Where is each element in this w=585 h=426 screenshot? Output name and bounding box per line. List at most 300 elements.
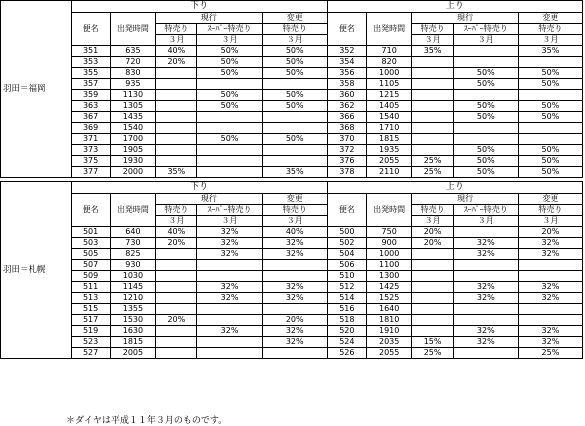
down-direction-header: 下り [71, 182, 327, 194]
down-current-tokuwari-cell [156, 79, 197, 90]
table-row [1, 315, 583, 326]
up-dep-time-cell: 1810 [366, 315, 412, 326]
up-change-tokuwari-cell: 20% [518, 227, 582, 238]
down-current-super-tokuwari-cell [197, 167, 262, 178]
up-flight-no-cell: 502 [327, 238, 366, 249]
down-current-super-tokuwari-cell: 32% [197, 238, 262, 249]
up-flight-no-cell: 520 [327, 326, 366, 337]
down-current-super-tokuwari-cell [197, 337, 262, 348]
down-dep-time-cell: 1355 [110, 304, 156, 315]
up-flight-no-cell: 372 [327, 145, 366, 156]
table-row [1, 101, 583, 112]
up-flight-no-cell: 526 [327, 348, 366, 359]
down-current-super-tokuwari-cell [197, 123, 262, 134]
up-current-super-tokuwari-cell [453, 123, 518, 134]
down-flight-no-cell: 505 [71, 249, 110, 260]
down-flight-no-cell: 373 [71, 145, 110, 156]
down-flight-no-cell: 355 [71, 68, 110, 79]
up-dep-time-cell: 2055 [366, 348, 412, 359]
up-march-header: ３月 [412, 35, 453, 46]
up-dep-time-cell: 2035 [366, 337, 412, 348]
up-change-tokuwari-cell [518, 134, 582, 145]
down-current-tokuwari-cell [156, 90, 197, 101]
up-march-header: ３月 [412, 216, 453, 227]
up-dep-time-cell: 1105 [366, 79, 412, 90]
up-current-header: 現行 [412, 13, 518, 24]
up-change-tokuwari-cell: 32% [518, 293, 582, 304]
down-current-tokuwari-cell: 20% [156, 315, 197, 326]
up-flight-no-cell: 504 [327, 249, 366, 260]
up-current-tokuwari-cell [412, 271, 453, 282]
up-direction-header: 上り [327, 182, 582, 194]
table-row [1, 271, 583, 282]
up-super-tokuwari-header: ｽｰﾊﾟｰ特売り [453, 24, 518, 35]
up-current-tokuwari-cell [412, 68, 453, 79]
up-change-tokuwari-cell [518, 57, 582, 68]
down-dep-time-header: 出発時間 [110, 194, 156, 227]
down-change-tokuwari-cell [262, 304, 327, 315]
up-current-super-tokuwari-cell: 32% [453, 326, 518, 337]
up-change-tokuwari-cell [518, 304, 582, 315]
down-dep-time-cell: 1435 [110, 112, 156, 123]
up-current-tokuwari-cell [412, 326, 453, 337]
down-dep-time-cell: 1530 [110, 315, 156, 326]
down-current-tokuwari-cell [156, 337, 197, 348]
down-dep-time-cell: 2000 [110, 167, 156, 178]
down-current-super-tokuwari-cell [197, 304, 262, 315]
down-dep-time-cell: 2005 [110, 348, 156, 359]
up-super-march-header: ３月 [453, 216, 518, 227]
header-row [1, 1, 583, 13]
up-current-tokuwari-cell [412, 304, 453, 315]
table-row [1, 260, 583, 271]
up-flight-no-cell: 518 [327, 315, 366, 326]
up-change-tokuwari-header: 特売り [518, 205, 582, 216]
down-current-super-tokuwari-cell: 32% [197, 227, 262, 238]
down-dep-time-header: 出発時間 [110, 13, 156, 46]
down-current-tokuwari-cell [156, 123, 197, 134]
up-dep-time-cell: 820 [366, 57, 412, 68]
down-change-tokuwari-cell: 40% [262, 227, 327, 238]
up-current-super-tokuwari-cell: 50% [453, 156, 518, 167]
down-super-tokuwari-header: ｽｰﾊﾟｰ特売り [197, 205, 262, 216]
down-change-tokuwari-cell [262, 145, 327, 156]
down-flight-no-cell: 507 [71, 260, 110, 271]
up-super-tokuwari-header: ｽｰﾊﾟｰ特売り [453, 205, 518, 216]
up-dep-time-cell: 750 [366, 227, 412, 238]
up-current-tokuwari-cell: 25% [412, 156, 453, 167]
up-flight-no-cell: 362 [327, 101, 366, 112]
down-dep-time-cell: 640 [110, 227, 156, 238]
down-dep-time-cell: 1145 [110, 282, 156, 293]
up-change-tokuwari-cell: 50% [518, 101, 582, 112]
up-dep-time-cell: 1300 [366, 271, 412, 282]
up-dep-time-cell: 1710 [366, 123, 412, 134]
down-current-tokuwari-cell [156, 134, 197, 145]
up-dep-time-cell: 710 [366, 46, 412, 57]
up-change-tokuwari-cell: 50% [518, 156, 582, 167]
up-change-tokuwari-cell: 32% [518, 238, 582, 249]
up-tokuwari-header: 特売り [412, 24, 453, 35]
up-current-super-tokuwari-cell: 32% [453, 282, 518, 293]
up-current-super-tokuwari-cell: 50% [453, 167, 518, 178]
down-current-tokuwari-cell [156, 348, 197, 359]
up-current-super-tokuwari-cell: 50% [453, 112, 518, 123]
up-change-header: 変更 [518, 13, 582, 24]
up-change-tokuwari-cell: 32% [518, 337, 582, 348]
down-current-tokuwari-cell: 35% [156, 167, 197, 178]
down-current-tokuwari-cell [156, 282, 197, 293]
up-flight-no-header: 便名 [327, 13, 366, 46]
down-change-tokuwari-header: 特売り [262, 205, 327, 216]
down-change-tokuwari-cell: 32% [262, 337, 327, 348]
down-current-tokuwari-cell [156, 260, 197, 271]
up-current-tokuwari-cell [412, 282, 453, 293]
down-current-super-tokuwari-cell [197, 79, 262, 90]
table-row [1, 348, 583, 359]
up-flight-no-cell: 356 [327, 68, 366, 79]
up-current-super-tokuwari-cell: 32% [453, 238, 518, 249]
down-flight-no-cell: 375 [71, 156, 110, 167]
up-current-tokuwari-cell [412, 123, 453, 134]
down-dep-time-cell: 1540 [110, 123, 156, 134]
down-dep-time-cell: 930 [110, 260, 156, 271]
down-current-super-tokuwari-cell: 50% [197, 101, 262, 112]
header-row [1, 13, 583, 24]
route-label: 羽田＝福岡 [1, 1, 72, 178]
up-current-super-tokuwari-cell: 32% [453, 293, 518, 304]
up-change-tokuwari-cell [518, 90, 582, 101]
down-dep-time-cell: 1130 [110, 90, 156, 101]
down-current-super-tokuwari-cell [197, 315, 262, 326]
up-flight-no-cell: 366 [327, 112, 366, 123]
table-row [1, 293, 583, 304]
down-change-tokuwari-cell: 32% [262, 249, 327, 260]
down-current-super-tokuwari-cell: 50% [197, 57, 262, 68]
down-dep-time-cell: 1930 [110, 156, 156, 167]
down-flight-no-cell: 503 [71, 238, 110, 249]
down-change-tokuwari-cell [262, 271, 327, 282]
up-current-tokuwari-cell [412, 293, 453, 304]
down-march-header: ３月 [156, 35, 197, 46]
down-flight-no-cell: 523 [71, 337, 110, 348]
up-change-tokuwari-cell: 50% [518, 112, 582, 123]
down-change-tokuwari-cell: 32% [262, 293, 327, 304]
down-dep-time-cell: 1030 [110, 271, 156, 282]
down-change-header: 変更 [262, 13, 327, 24]
down-flight-no-cell: 517 [71, 315, 110, 326]
up-dep-time-cell: 1935 [366, 145, 412, 156]
up-current-super-tokuwari-cell: 50% [453, 68, 518, 79]
up-current-super-tokuwari-cell: 50% [453, 79, 518, 90]
down-current-header: 現行 [156, 13, 262, 24]
up-current-tokuwari-cell: 15% [412, 337, 453, 348]
up-flight-no-cell: 352 [327, 46, 366, 57]
up-change-tokuwari-cell: 50% [518, 79, 582, 90]
table-row [1, 326, 583, 337]
up-dep-time-cell: 1000 [366, 249, 412, 260]
up-flight-no-cell: 514 [327, 293, 366, 304]
down-change-tokuwari-cell: 32% [262, 282, 327, 293]
up-change-tokuwari-cell: 50% [518, 167, 582, 178]
down-current-super-tokuwari-cell [197, 348, 262, 359]
down-change-tokuwari-cell: 50% [262, 90, 327, 101]
down-current-tokuwari-cell [156, 326, 197, 337]
down-change-tokuwari-header: 特売り [262, 24, 327, 35]
down-march-header: ３月 [156, 216, 197, 227]
down-current-tokuwari-cell [156, 112, 197, 123]
down-current-tokuwari-cell: 20% [156, 57, 197, 68]
up-flight-no-cell: 358 [327, 79, 366, 90]
down-current-tokuwari-cell [156, 101, 197, 112]
down-change-tokuwari-cell: 50% [262, 68, 327, 79]
table-row [1, 145, 583, 156]
up-current-super-tokuwari-cell [453, 57, 518, 68]
up-current-super-tokuwari-cell [453, 227, 518, 238]
down-current-super-tokuwari-cell: 32% [197, 249, 262, 260]
table-row [1, 304, 583, 315]
down-current-super-tokuwari-cell: 32% [197, 326, 262, 337]
up-tokuwari-header: 特売り [412, 205, 453, 216]
up-flight-no-cell: 506 [327, 260, 366, 271]
table-row [1, 123, 583, 134]
up-flight-no-cell: 378 [327, 167, 366, 178]
down-dep-time-cell: 730 [110, 238, 156, 249]
table-row [1, 249, 583, 260]
down-change-tokuwari-cell: 32% [262, 238, 327, 249]
down-flight-no-cell: 351 [71, 46, 110, 57]
down-change-tokuwari-cell: 35% [262, 167, 327, 178]
down-change-tokuwari-cell: 50% [262, 134, 327, 145]
up-current-super-tokuwari-cell: 32% [453, 337, 518, 348]
down-flight-no-cell: 371 [71, 134, 110, 145]
up-current-tokuwari-cell [412, 315, 453, 326]
up-flight-no-cell: 360 [327, 90, 366, 101]
down-dep-time-cell: 830 [110, 68, 156, 79]
up-current-super-tokuwari-cell [453, 46, 518, 57]
up-current-super-tokuwari-cell [453, 271, 518, 282]
table-row [1, 227, 583, 238]
down-current-tokuwari-cell [156, 145, 197, 156]
down-flight-no-cell: 519 [71, 326, 110, 337]
up-current-super-tokuwari-cell [453, 260, 518, 271]
down-dep-time-cell: 720 [110, 57, 156, 68]
down-flight-no-cell: 363 [71, 101, 110, 112]
up-current-super-tokuwari-cell [453, 304, 518, 315]
up-change-tokuwari-cell: 32% [518, 249, 582, 260]
down-current-super-tokuwari-cell: 50% [197, 68, 262, 79]
up-change-tokuwari-cell: 32% [518, 282, 582, 293]
up-dep-time-cell: 1525 [366, 293, 412, 304]
down-tokuwari-header: 特売り [156, 205, 197, 216]
up-change-tokuwari-cell: 50% [518, 145, 582, 156]
up-dep-time-cell: 1540 [366, 112, 412, 123]
down-change-tokuwari-cell [262, 112, 327, 123]
down-change-header: 変更 [262, 194, 327, 205]
table-row [1, 282, 583, 293]
down-change-tokuwari-cell [262, 260, 327, 271]
up-super-march-header: ３月 [453, 35, 518, 46]
up-current-super-tokuwari-cell [453, 90, 518, 101]
table-row [1, 112, 583, 123]
down-flight-no-cell: 501 [71, 227, 110, 238]
up-current-tokuwari-cell [412, 90, 453, 101]
up-flight-no-cell: 368 [327, 123, 366, 134]
down-flight-no-cell: 513 [71, 293, 110, 304]
down-dep-time-cell: 635 [110, 46, 156, 57]
up-dep-time-cell: 1215 [366, 90, 412, 101]
table-row [1, 156, 583, 167]
down-current-super-tokuwari-cell: 50% [197, 46, 262, 57]
up-flight-no-cell: 376 [327, 156, 366, 167]
table-row [1, 68, 583, 79]
up-dep-time-cell: 2110 [366, 167, 412, 178]
down-current-tokuwari-cell: 20% [156, 238, 197, 249]
up-current-super-tokuwari-cell: 50% [453, 145, 518, 156]
up-flight-no-cell: 370 [327, 134, 366, 145]
table-row [1, 79, 583, 90]
down-current-header: 現行 [156, 194, 262, 205]
table-row [1, 337, 583, 348]
up-flight-no-cell: 516 [327, 304, 366, 315]
up-dep-time-cell: 900 [366, 238, 412, 249]
up-change-tokuwari-cell: 35% [518, 46, 582, 57]
up-current-super-tokuwari-cell [453, 315, 518, 326]
up-change-march-header: ３月 [518, 35, 582, 46]
header-row [1, 194, 583, 205]
up-dep-time-cell: 2055 [366, 156, 412, 167]
up-dep-time-cell: 1405 [366, 101, 412, 112]
down-dep-time-cell: 1815 [110, 337, 156, 348]
up-current-tokuwari-cell [412, 79, 453, 90]
up-direction-header: 上り [327, 1, 582, 13]
up-change-header: 変更 [518, 194, 582, 205]
down-flight-no-header: 便名 [71, 194, 110, 227]
down-change-tokuwari-cell: 20% [262, 315, 327, 326]
down-flight-no-cell: 359 [71, 90, 110, 101]
up-current-tokuwari-cell: 25% [412, 167, 453, 178]
up-current-super-tokuwari-cell [453, 134, 518, 145]
up-current-tokuwari-cell [412, 249, 453, 260]
down-current-super-tokuwari-cell [197, 271, 262, 282]
up-dep-time-header: 出発時間 [366, 194, 412, 227]
up-current-tokuwari-cell: 35% [412, 46, 453, 57]
down-flight-no-cell: 527 [71, 348, 110, 359]
down-change-tokuwari-cell: 32% [262, 326, 327, 337]
down-super-tokuwari-header: ｽｰﾊﾟｰ特売り [197, 24, 262, 35]
down-flight-no-cell: 353 [71, 57, 110, 68]
down-dep-time-cell: 935 [110, 79, 156, 90]
down-flight-no-header: 便名 [71, 13, 110, 46]
down-current-tokuwari-cell [156, 156, 197, 167]
up-dep-time-cell: 1000 [366, 68, 412, 79]
up-flight-no-cell: 510 [327, 271, 366, 282]
down-current-super-tokuwari-cell: 32% [197, 293, 262, 304]
up-current-tokuwari-cell [412, 260, 453, 271]
down-current-tokuwari-cell: 40% [156, 227, 197, 238]
down-current-tokuwari-cell [156, 304, 197, 315]
down-dep-time-cell: 1630 [110, 326, 156, 337]
down-change-tokuwari-cell: 50% [262, 46, 327, 57]
down-dep-time-cell: 1305 [110, 101, 156, 112]
up-change-tokuwari-cell [518, 271, 582, 282]
up-current-tokuwari-cell: 25% [412, 348, 453, 359]
down-change-tokuwari-cell: 50% [262, 101, 327, 112]
up-current-header: 現行 [412, 194, 518, 205]
down-current-super-tokuwari-cell: 50% [197, 134, 262, 145]
table-row [1, 134, 583, 145]
route-label: 羽田＝札幌 [1, 182, 72, 359]
down-tokuwari-header: 特売り [156, 24, 197, 35]
down-direction-header: 下り [71, 1, 327, 13]
down-dep-time-cell: 1905 [110, 145, 156, 156]
up-current-tokuwari-cell: 20% [412, 227, 453, 238]
down-current-super-tokuwari-cell [197, 260, 262, 271]
up-current-tokuwari-cell [412, 112, 453, 123]
up-flight-no-cell: 354 [327, 57, 366, 68]
down-super-march-header: ３月 [197, 35, 262, 46]
down-current-super-tokuwari-cell [197, 145, 262, 156]
down-change-tokuwari-cell [262, 348, 327, 359]
table-row [1, 167, 583, 178]
down-dep-time-cell: 1700 [110, 134, 156, 145]
down-current-super-tokuwari-cell: 50% [197, 90, 262, 101]
up-change-tokuwari-header: 特売り [518, 24, 582, 35]
down-change-tokuwari-cell [262, 79, 327, 90]
up-change-march-header: ３月 [518, 216, 582, 227]
up-current-super-tokuwari-cell: 50% [453, 101, 518, 112]
up-flight-no-cell: 524 [327, 337, 366, 348]
up-dep-time-cell: 1815 [366, 134, 412, 145]
table-row [1, 90, 583, 101]
up-change-tokuwari-cell: 32% [518, 326, 582, 337]
down-current-tokuwari-cell [156, 293, 197, 304]
down-flight-no-cell: 369 [71, 123, 110, 134]
down-current-tokuwari-cell [156, 249, 197, 260]
down-flight-no-cell: 515 [71, 304, 110, 315]
down-change-march-header: ３月 [262, 216, 327, 227]
down-change-march-header: ３月 [262, 35, 327, 46]
up-current-super-tokuwari-cell [453, 348, 518, 359]
down-current-tokuwari-cell [156, 271, 197, 282]
up-current-super-tokuwari-cell: 32% [453, 249, 518, 260]
down-change-tokuwari-cell: 50% [262, 57, 327, 68]
down-current-super-tokuwari-cell [197, 156, 262, 167]
up-flight-no-cell: 500 [327, 227, 366, 238]
down-current-tokuwari-cell [156, 68, 197, 79]
up-dep-time-cell: 1910 [366, 326, 412, 337]
up-current-tokuwari-cell [412, 134, 453, 145]
down-flight-no-cell: 377 [71, 167, 110, 178]
table-row [1, 238, 583, 249]
down-flight-no-cell: 509 [71, 271, 110, 282]
down-flight-no-cell: 357 [71, 79, 110, 90]
down-dep-time-cell: 825 [110, 249, 156, 260]
table-row [1, 46, 583, 57]
up-flight-no-header: 便名 [327, 194, 366, 227]
up-dep-time-cell: 1640 [366, 304, 412, 315]
up-change-tokuwari-cell [518, 123, 582, 134]
up-flight-no-cell: 512 [327, 282, 366, 293]
down-change-tokuwari-cell [262, 123, 327, 134]
up-dep-time-cell: 1100 [366, 260, 412, 271]
down-current-tokuwari-cell: 40% [156, 46, 197, 57]
table-row [1, 57, 583, 68]
up-current-tokuwari-cell: 20% [412, 238, 453, 249]
up-change-tokuwari-cell: 25% [518, 348, 582, 359]
up-current-tokuwari-cell [412, 57, 453, 68]
down-current-super-tokuwari-cell: 32% [197, 282, 262, 293]
